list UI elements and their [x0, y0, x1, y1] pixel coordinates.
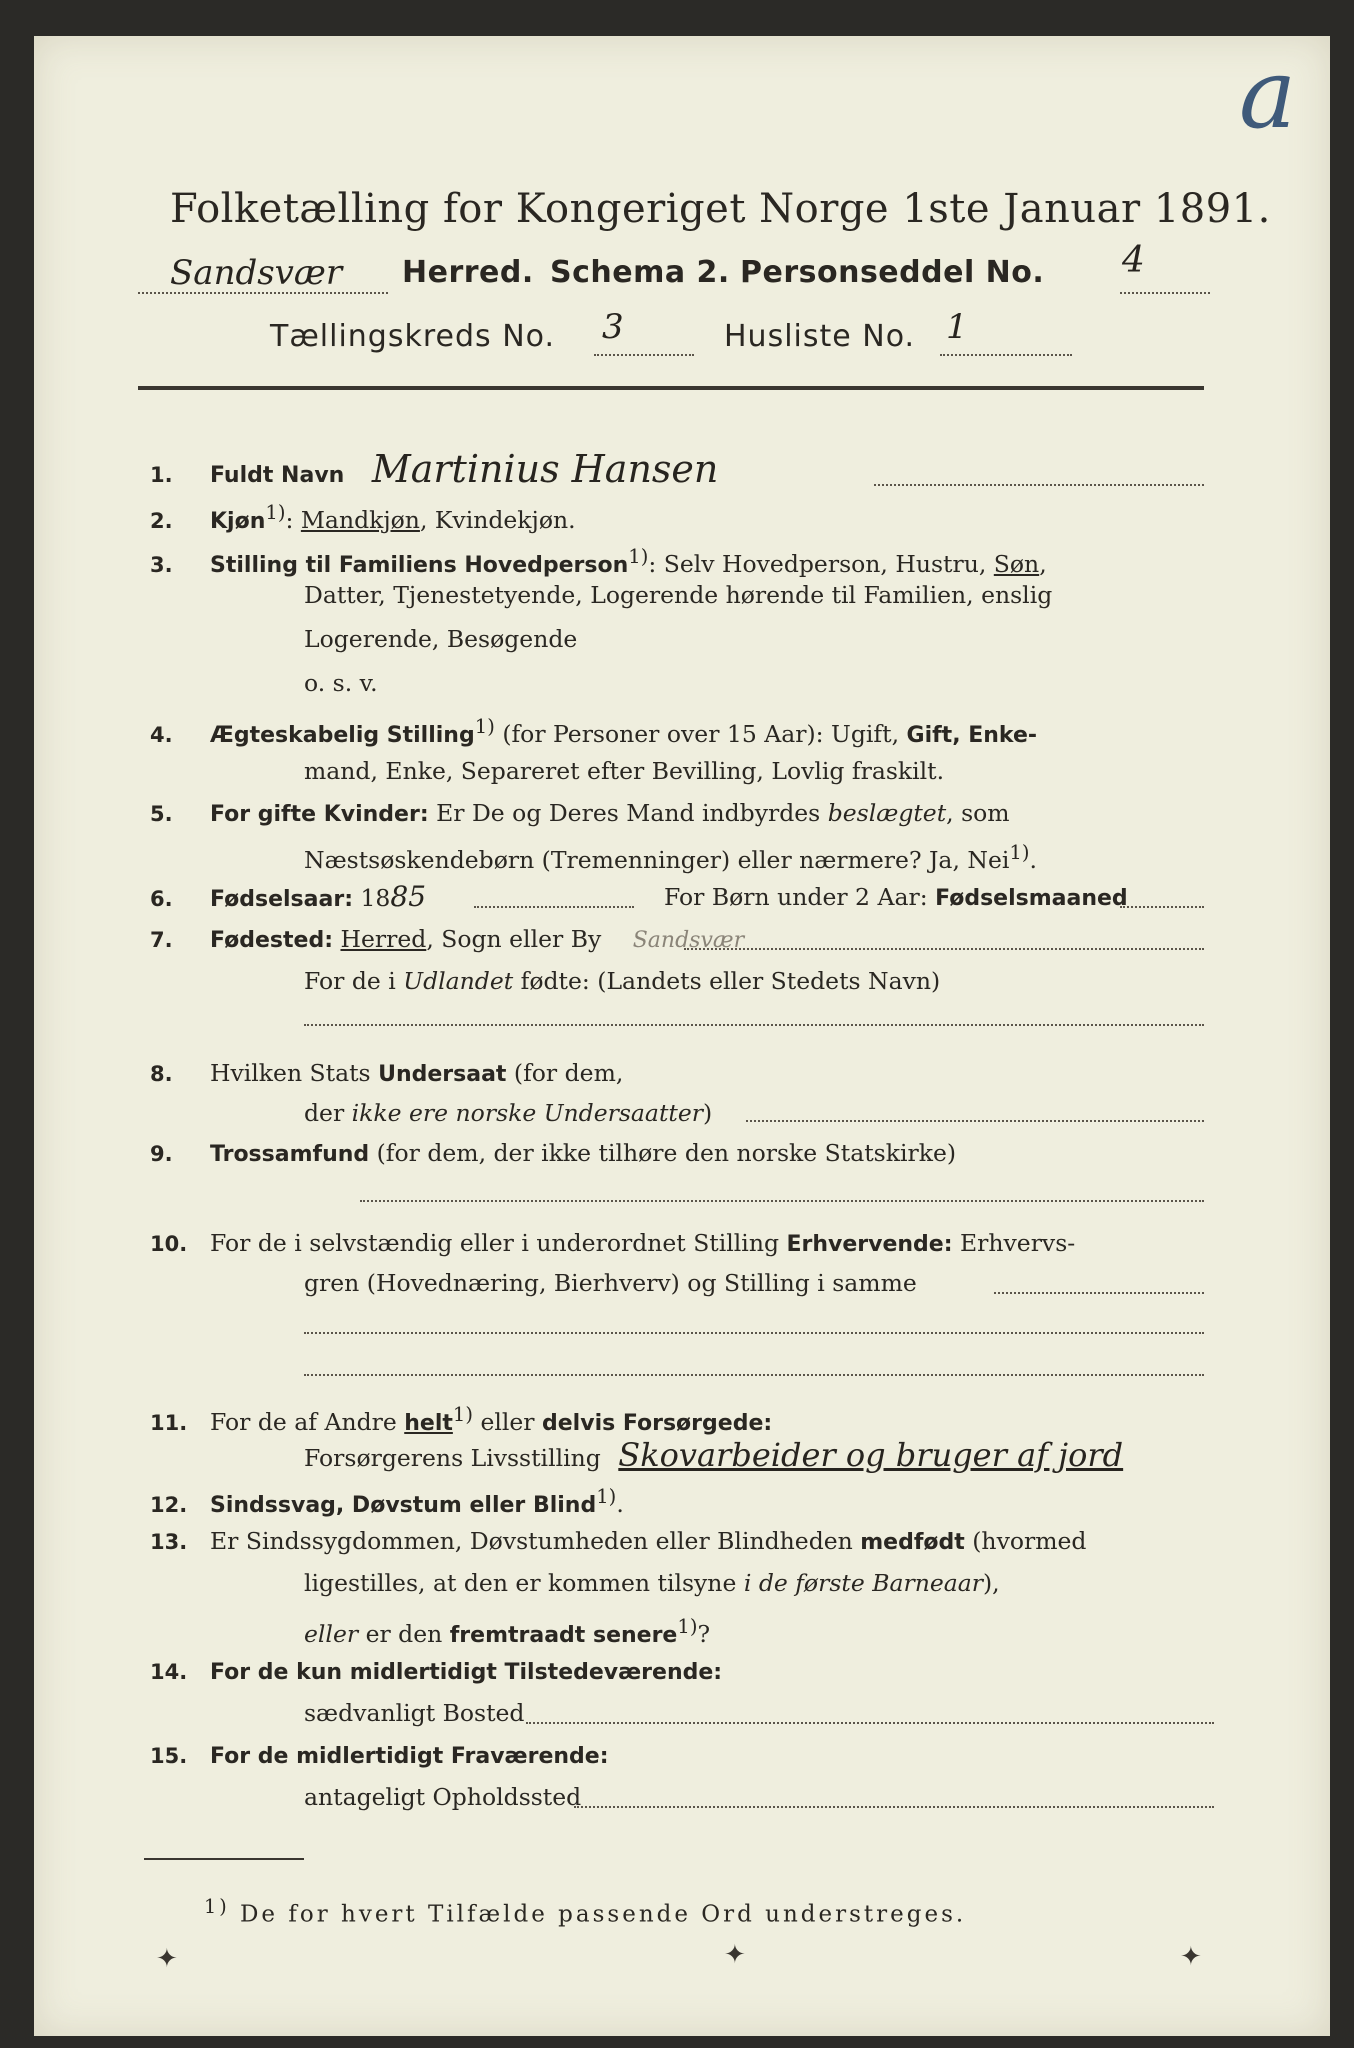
q8-line-2a: der [304, 1099, 352, 1127]
q11-delvis: delvis [542, 1410, 616, 1436]
q1-dotted-line [874, 484, 1204, 486]
q11-text2: eller [472, 1407, 543, 1436]
q13-line-3 [304, 1612, 710, 1651]
q2-rest: , Kvindekjøn. [419, 505, 576, 534]
q11-sup: 1) [452, 1403, 473, 1426]
footnote-sup: 1) [204, 1895, 230, 1918]
q7-option-herred: Herred [340, 925, 427, 953]
q6-text: For Børn under 2 Aar: [664, 883, 936, 911]
q7-udland-dotted-line [304, 1024, 1204, 1026]
personseddel-label: Personseddel No. [740, 255, 1045, 290]
q9-number: 9. [150, 1142, 173, 1166]
q10-dotted-line-3 [304, 1374, 1204, 1376]
q13-line-2b: ), [983, 1569, 1000, 1597]
q3-line-3: Logerende, Besøgende [304, 625, 578, 653]
q6-year-handwritten: 85 [390, 880, 427, 913]
q8-label: Undersaat [378, 1062, 507, 1087]
q4-label: Ægteskabelig Stilling [210, 722, 475, 748]
q13-end: ? [697, 1619, 711, 1648]
form-title: Folketælling for Kongeriget Norge 1ste Januar 1891. [170, 186, 1271, 232]
q2-colon: : [285, 505, 301, 534]
husliste-no: 1 [946, 307, 968, 347]
decor-star-center: ✦ [724, 1940, 746, 1970]
herred-dotted-line [138, 292, 388, 294]
q5-line-2 [304, 838, 1037, 875]
q5-beslaegtet: beslægtet [827, 799, 947, 827]
q7-line-2 [304, 966, 940, 996]
q6-line [150, 882, 426, 915]
q4-text: (for Personer over 15 Aar): Ugift, [494, 719, 907, 748]
q13-label2: fremtraadt senere [449, 1622, 678, 1648]
q1-label: Fuldt Navn [210, 463, 345, 488]
q5-sup: 1) [1009, 841, 1030, 864]
q13-line-2a: ligestilles, at den er kommen tilsyne [304, 1569, 744, 1597]
q3-line-2: Datter, Tjenestetyende, Logerende hørende til Familien, enslig [304, 581, 1053, 609]
kreds-dotted-line [594, 354, 694, 356]
q6-month-dotted-line [1120, 906, 1204, 908]
q14-dotted-line [526, 1722, 1214, 1724]
q11-line-1 [150, 1400, 772, 1439]
q13-label: medfødt [860, 1530, 965, 1555]
q5-line-2-text: Næstsøskendebørn (Tremenninger) eller nærmere? Ja, Nei [304, 845, 1010, 874]
herred-label: Herred. [402, 255, 534, 290]
q6-label2: Fødselsmaaned [935, 886, 1128, 911]
q11-label: Forsørgede: [615, 1410, 773, 1436]
q15-line-1 [150, 1740, 609, 1772]
q13-line-1 [150, 1526, 1086, 1558]
kreds-no: 3 [602, 307, 624, 347]
q10-number: 10. [150, 1232, 188, 1256]
q7-udlandet: Udlandet [403, 967, 514, 995]
q7-line-1 [150, 924, 744, 956]
q8-dotted-line [746, 1120, 1204, 1122]
q15-label: For de midlertidigt Fraværende: [210, 1744, 609, 1769]
q7-answer-handwritten: Sandsvær [632, 928, 745, 953]
q11-helt: helt [404, 1410, 453, 1436]
q14-number: 14. [150, 1660, 188, 1684]
q5-line-1 [150, 798, 1010, 830]
q12-end: . [616, 1489, 624, 1518]
footnote-rule [144, 1858, 304, 1860]
q15-line-2: antageligt Opholdssted [304, 1783, 582, 1811]
q11-line-2 [304, 1436, 1124, 1474]
q8-line-2b: ) [702, 1099, 713, 1127]
q3-end: , [1039, 549, 1047, 578]
header-line-1 [170, 253, 343, 293]
q5-end: , som [946, 799, 1010, 827]
q7-line-2b: fødte: (Landets eller Stedets Navn) [513, 967, 941, 995]
q10-text2: Erhvervs- [952, 1229, 1076, 1257]
q5-number: 5. [150, 802, 173, 826]
q2-number: 2. [150, 508, 173, 533]
husliste-dotted-line [940, 354, 1072, 356]
husliste-label: Husliste No. [724, 319, 916, 354]
q9-text: (for dem, der ikke tilhøre den norske Statskirke) [369, 1139, 957, 1167]
q2-option-mandkjon: Mandkjøn [300, 505, 420, 534]
q1-number: 1. [150, 463, 173, 487]
q1-answer-handwritten: Martinius Hansen [371, 447, 719, 491]
q13-text2: (hvormed [964, 1527, 1087, 1555]
q12-number: 12. [150, 1492, 188, 1517]
q10-line-1 [150, 1228, 1075, 1260]
q9-label: Trossamfund [210, 1142, 370, 1167]
q7-dotted-line [684, 948, 1204, 950]
q2-line [150, 498, 576, 537]
q8-line-2 [304, 1098, 712, 1128]
q9-line [150, 1138, 956, 1170]
q4-number: 4. [150, 722, 173, 747]
q4-sup: 1) [474, 715, 495, 738]
q10-label: Erhvervende: [786, 1232, 953, 1257]
q5-label: For gifte Kvinder: [210, 802, 429, 827]
q13-text1: Er Sindssygdommen, Døvstumheden eller Blindheden [210, 1527, 861, 1555]
q8-line-1 [150, 1058, 623, 1090]
schema-label: Schema 2. [550, 255, 730, 290]
q11-text1: For de af Andre [210, 1407, 405, 1436]
q6-prefix: 18 [353, 884, 391, 912]
q12-label: Sindssvag, Døvstum eller Blind [210, 1492, 597, 1518]
personseddel-dotted-line [1120, 292, 1210, 294]
q10-text1: For de i selvstændig eller i underordnet Stilling [210, 1229, 787, 1257]
q1-line [150, 447, 719, 491]
q3-line-4: o. s. v. [304, 669, 378, 697]
census-form-sheet [34, 36, 1330, 2036]
q4-gift: Gift [906, 722, 953, 748]
q12-line [150, 1482, 624, 1521]
q7-line-2a: For de i [304, 967, 404, 995]
q8-text2: (for dem, [506, 1059, 624, 1087]
q3-option-son: Søn [993, 549, 1040, 578]
q10-dotted-line-1 [994, 1292, 1204, 1294]
q2-sup: 1) [265, 501, 286, 524]
q7-number: 7. [150, 928, 173, 952]
q5-text: Er De og Deres Mand indbyrdes [428, 799, 828, 827]
q6-label: Fødselsaar: [210, 887, 353, 912]
header-rule [138, 386, 1204, 390]
q13-sup: 1) [677, 1615, 698, 1638]
q10-line-2: gren (Hovednæring, Bierhverv) og Stilling i samme [304, 1269, 917, 1297]
q4-enke: , Enke- [952, 722, 1038, 748]
q3-line-1 [150, 542, 1047, 581]
q4-line-1 [150, 712, 1037, 751]
q13-line-2 [304, 1568, 1000, 1598]
q13-italic: i de første Barneaar [743, 1569, 984, 1597]
q8-italic: ikke ere norske Undersaatter [351, 1099, 703, 1127]
decor-star-right: ✦ [1180, 1942, 1202, 1972]
q13-line-3b: er den [358, 1619, 450, 1648]
q11-number: 11. [150, 1410, 188, 1435]
q3-sup: 1) [628, 545, 649, 568]
q3-text: : Selv Hovedperson, Hustru, [648, 549, 994, 578]
q7-label: Fødested: [210, 928, 333, 953]
q5-end2: . [1029, 845, 1037, 874]
q9-dotted-line [360, 1200, 1204, 1202]
q11-answer-handwritten: Skovarbeider og bruger af jord [618, 1436, 1124, 1474]
q10-dotted-line-2 [304, 1332, 1204, 1334]
q15-dotted-line [574, 1806, 1214, 1808]
q8-number: 8. [150, 1062, 173, 1086]
decor-star-left: ✦ [156, 1944, 178, 1974]
corner-handwritten-mark: a [1239, 38, 1297, 150]
footnote [204, 1892, 966, 1930]
q4-line-2: mand, Enke, Separeret efter Bevilling, Lovlig fraskilt. [304, 757, 945, 785]
q8-text1: Hvilken Stats [210, 1059, 379, 1087]
q6-year-dotted-line [474, 906, 634, 908]
q6-line-right [664, 882, 1128, 914]
q3-number: 3. [150, 552, 173, 577]
herred-name-handwritten: Sandsvær [170, 253, 343, 293]
personseddel-no: 4 [1122, 240, 1145, 281]
q14-line-2: sædvanligt Bosted [304, 1699, 525, 1727]
kreds-label: Tællingskreds No. [270, 319, 555, 354]
q6-number: 6. [150, 887, 173, 911]
q13-number: 13. [150, 1530, 188, 1554]
q12-sup: 1) [596, 1485, 617, 1508]
q14-label: For de kun midlertidigt Tilstedeværende: [210, 1660, 723, 1685]
q13-eller: eller [304, 1619, 359, 1648]
q14-line-1 [150, 1656, 722, 1688]
footnote-text: De for hvert Tilfælde passende Ord understreges. [229, 1901, 967, 1928]
q11-line-2-text: Forsørgerens Livsstilling [304, 1444, 601, 1472]
q2-label: Kjøn [210, 508, 266, 534]
q7-text: , Sogn eller By [426, 925, 602, 953]
q3-label: Stilling til Familiens Hovedperson [210, 552, 629, 578]
q15-number: 15. [150, 1744, 188, 1768]
